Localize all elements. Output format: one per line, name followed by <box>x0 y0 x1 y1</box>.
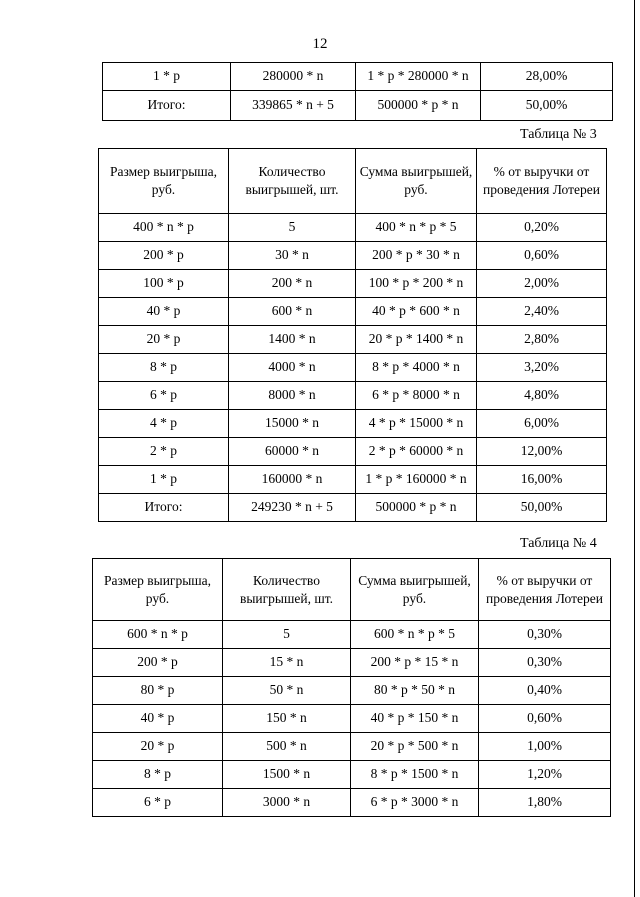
table-row <box>93 621 611 649</box>
table-header-row <box>93 559 611 621</box>
table-cell: 20 * p <box>93 733 223 761</box>
table-cell: 50,00% <box>477 494 607 522</box>
table-cell: 6 * p * 3000 * n <box>351 789 479 817</box>
table-row <box>93 705 611 733</box>
table-cell: 4 * p <box>99 410 229 438</box>
table-cell: 6 * p * 8000 * n <box>356 382 477 410</box>
table-cell: 40 * p <box>99 298 229 326</box>
table-cell: 600 * n <box>229 298 356 326</box>
table-row <box>99 382 607 410</box>
column-header: Количество выигрышей, шт. <box>229 149 356 214</box>
table-cell: 3,20% <box>477 354 607 382</box>
table-row <box>93 761 611 789</box>
table-cell: 1 * p * 280000 * n <box>356 63 481 91</box>
table-row <box>99 410 607 438</box>
table-cell: 1,20% <box>479 761 611 789</box>
table-cell: 200 * p * 30 * n <box>356 242 477 270</box>
table-4 <box>92 558 611 817</box>
table-cell: 20 * p <box>99 326 229 354</box>
table-row <box>99 354 607 382</box>
table-cell: 600 * n * p * 5 <box>351 621 479 649</box>
table-cell: 2 * p <box>99 438 229 466</box>
table-cell: 40 * p * 150 * n <box>351 705 479 733</box>
table-cell: 8 * p * 4000 * n <box>356 354 477 382</box>
table-cell: 200 * p <box>99 242 229 270</box>
table-cell: Итого: <box>103 91 231 121</box>
table-cell: 8 * p <box>93 761 223 789</box>
table-row <box>103 63 613 91</box>
table-cell: 3000 * n <box>223 789 351 817</box>
column-header: Размер выигрыша, руб. <box>93 559 223 621</box>
table-cell: 8 * p <box>99 354 229 382</box>
table-cell: 2,40% <box>477 298 607 326</box>
column-header: Количество выигрышей, шт. <box>223 559 351 621</box>
table-cell: 50 * n <box>223 677 351 705</box>
scan-edge-line <box>634 0 635 897</box>
column-header: Сумма выигрышей, руб. <box>351 559 479 621</box>
table-cell: 1400 * n <box>229 326 356 354</box>
table-cell: 200 * n <box>229 270 356 298</box>
table-cell: 12,00% <box>477 438 607 466</box>
table-header-row <box>99 149 607 214</box>
table-cell: 150 * n <box>223 705 351 733</box>
table-row <box>99 298 607 326</box>
table-cell: 500000 * p * n <box>356 91 481 121</box>
table-cell: 20 * p * 1400 * n <box>356 326 477 354</box>
table-cell: 0,40% <box>479 677 611 705</box>
table-cell: 4,80% <box>477 382 607 410</box>
table-cell: 1,00% <box>479 733 611 761</box>
table-cell: 1,80% <box>479 789 611 817</box>
table-cell: 400 * n * p * 5 <box>356 214 477 242</box>
table-cell: 5 <box>229 214 356 242</box>
table-cell: 6 * p <box>99 382 229 410</box>
table-row <box>93 649 611 677</box>
table-cell: 1500 * n <box>223 761 351 789</box>
table-2-tail <box>102 62 613 121</box>
table-cell: 5 <box>223 621 351 649</box>
table-3 <box>98 148 607 522</box>
table-cell: 249230 * n + 5 <box>229 494 356 522</box>
table-cell: 280000 * n <box>231 63 356 91</box>
table-cell: 1 * p * 160000 * n <box>356 466 477 494</box>
table-cell: 0,20% <box>477 214 607 242</box>
table-cell: 1 * p <box>103 63 231 91</box>
table-cell: 16,00% <box>477 466 607 494</box>
table-row <box>99 270 607 298</box>
table-cell: 8 * p * 1500 * n <box>351 761 479 789</box>
table-row <box>93 789 611 817</box>
table-cell: 28,00% <box>481 63 613 91</box>
table-cell: 160000 * n <box>229 466 356 494</box>
table-3-caption: Таблица № 3 <box>520 127 597 142</box>
table-cell: 60000 * n <box>229 438 356 466</box>
table-cell: Итого: <box>99 494 229 522</box>
table-cell: 500 * n <box>223 733 351 761</box>
table-cell: 339865 * n + 5 <box>231 91 356 121</box>
table-cell: 2 * p * 60000 * n <box>356 438 477 466</box>
table-cell: 400 * n * p <box>99 214 229 242</box>
table-cell: 1 * p <box>99 466 229 494</box>
table-cell: 80 * p <box>93 677 223 705</box>
table-cell: 100 * p * 200 * n <box>356 270 477 298</box>
table-cell: 200 * p * 15 * n <box>351 649 479 677</box>
table-cell: 15000 * n <box>229 410 356 438</box>
table-cell: 600 * n * p <box>93 621 223 649</box>
table-cell: 2,80% <box>477 326 607 354</box>
table-4-caption: Таблица № 4 <box>520 536 597 551</box>
table-cell: 40 * p <box>93 705 223 733</box>
table-row <box>93 677 611 705</box>
column-header: Размер выигрыша, руб. <box>99 149 229 214</box>
table-cell: 4000 * n <box>229 354 356 382</box>
table-row <box>99 326 607 354</box>
table-row <box>99 214 607 242</box>
table-row <box>99 242 607 270</box>
table-cell: 20 * p * 500 * n <box>351 733 479 761</box>
table-cell: 6 * p <box>93 789 223 817</box>
table-cell: 0,60% <box>477 242 607 270</box>
column-header: % от выручки от проведения Лотереи <box>479 559 611 621</box>
table-cell: 2,00% <box>477 270 607 298</box>
page-number: 12 <box>312 36 328 52</box>
table-cell: 15 * n <box>223 649 351 677</box>
table-cell: 4 * p * 15000 * n <box>356 410 477 438</box>
column-header: Сумма выигрышей, руб. <box>356 149 477 214</box>
table-cell: 30 * n <box>229 242 356 270</box>
table-cell: 40 * p * 600 * n <box>356 298 477 326</box>
table-row <box>103 91 613 121</box>
table-cell: 0,30% <box>479 621 611 649</box>
table-cell: 200 * p <box>93 649 223 677</box>
table-cell: 0,30% <box>479 649 611 677</box>
table-total-row <box>99 494 607 522</box>
table-cell: 8000 * n <box>229 382 356 410</box>
table-cell: 50,00% <box>481 91 613 121</box>
table-cell: 6,00% <box>477 410 607 438</box>
table-cell: 80 * p * 50 * n <box>351 677 479 705</box>
table-row <box>99 438 607 466</box>
table-cell: 0,60% <box>479 705 611 733</box>
column-header: % от выручки от проведения Лотереи <box>477 149 607 214</box>
table-cell: 500000 * p * n <box>356 494 477 522</box>
table-cell: 100 * p <box>99 270 229 298</box>
table-row <box>93 733 611 761</box>
table-row <box>99 466 607 494</box>
